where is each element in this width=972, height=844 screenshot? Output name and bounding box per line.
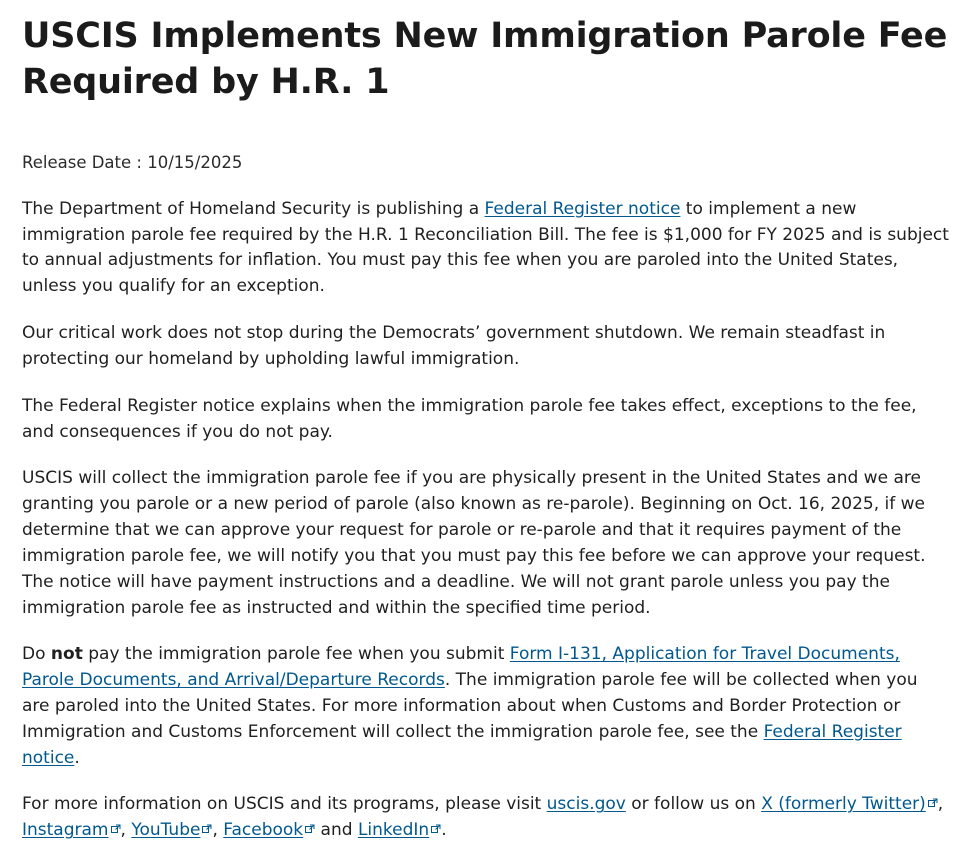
external-link-icon <box>431 824 441 834</box>
youtube-link[interactable]: YouTube <box>131 820 201 841</box>
paragraph-5-emphasis: not <box>50 644 83 665</box>
external-link-icon <box>305 824 315 834</box>
paragraph-6-sep-2: , <box>120 820 132 841</box>
paragraph-6-text-a: For more information on USCIS and its programs, please visit <box>22 794 547 815</box>
external-link-icon <box>928 798 938 808</box>
release-date-label: Release Date : <box>22 153 142 172</box>
form-i-131-link[interactable]: Form I-131, Application for Travel Documents, Parole Documents, and Arrival/Departure Records <box>22 644 900 691</box>
paragraph-5-text-d: . <box>74 747 80 768</box>
linkedin-link[interactable]: LinkedIn <box>357 820 430 841</box>
paragraph-5-text-c: . The immigration parole fee will be collected when you are paroled into the United States. For more information about when Customs and Border Protection or Immigration and Customs Enforcement will collect the immigration parole fee, see the <box>22 670 918 742</box>
paragraph-6-end: . <box>441 820 447 841</box>
paragraph-6-text-b: or follow us on <box>625 794 762 815</box>
page-title: USCIS Implements New Immigration Parole Fee Required by H.R. 1 <box>22 16 948 102</box>
external-link-icon <box>202 824 212 834</box>
instagram-link[interactable]: Instagram <box>22 820 109 841</box>
paragraph-1-text-a: The Department of Homeland Security is publishing a <box>22 198 485 219</box>
uscis-gov-link[interactable]: uscis.gov <box>546 794 626 815</box>
paragraph-5-text-b: pay the immigration parole fee when you submit <box>82 644 510 665</box>
paragraph-1 <box>22 197 950 300</box>
federal-register-notice-link-2[interactable]: Federal Register notice <box>22 721 902 768</box>
paragraph-6-sep-1: , <box>937 794 944 815</box>
paragraph-6 <box>22 792 950 844</box>
paragraph-4: USCIS will collect the immigration parole fee if you are physically present in the United States and we are granting you parole or a new period of parole (also known as re-parole). Beginning on Oct. 16, 2025, if we determine that we can approve your request for parole or re-parole and that it requires payment of the immigration parole fee, we will notify you that you must pay this fee before we can approve your request. The notice will have payment instructions and a deadline. We will not grant parole unless you pay the immigration parole fee as instructed and within the specified time period. <box>22 468 926 618</box>
paragraph-3: The Federal Register notice explains when the immigration parole fee takes effect, exceptions to the fee, and consequences if you do not pay. <box>22 395 917 442</box>
paragraph-5 <box>22 642 950 771</box>
facebook-link[interactable]: Facebook <box>223 820 304 841</box>
paragraph-6-sep-3: , <box>212 820 224 841</box>
paragraph-1-text-b: to implement a new immigration parole fee required by the H.R. 1 Reconciliation Bill. The fee is $1,000 for FY 2025 and is subject to annual adjustments for inflation. You must pay this fee when you are paroled into the United States, unless you qualify for an exception. <box>22 198 949 297</box>
release-date-value: 10/15/2025 <box>147 153 243 172</box>
external-link-icon <box>111 824 121 834</box>
federal-register-notice-link-1[interactable]: Federal Register notice <box>484 198 681 219</box>
paragraph-5-text-a: Do <box>22 644 51 665</box>
release-date-line <box>22 151 950 176</box>
x-twitter-link[interactable]: X (formerly Twitter) <box>761 794 926 815</box>
paragraph-6-and: and <box>315 820 358 841</box>
paragraph-2: Our critical work does not stop during the Democrats’ government shutdown. We remain steadfast in protecting our homeland by upholding lawful immigration. <box>22 323 886 369</box>
